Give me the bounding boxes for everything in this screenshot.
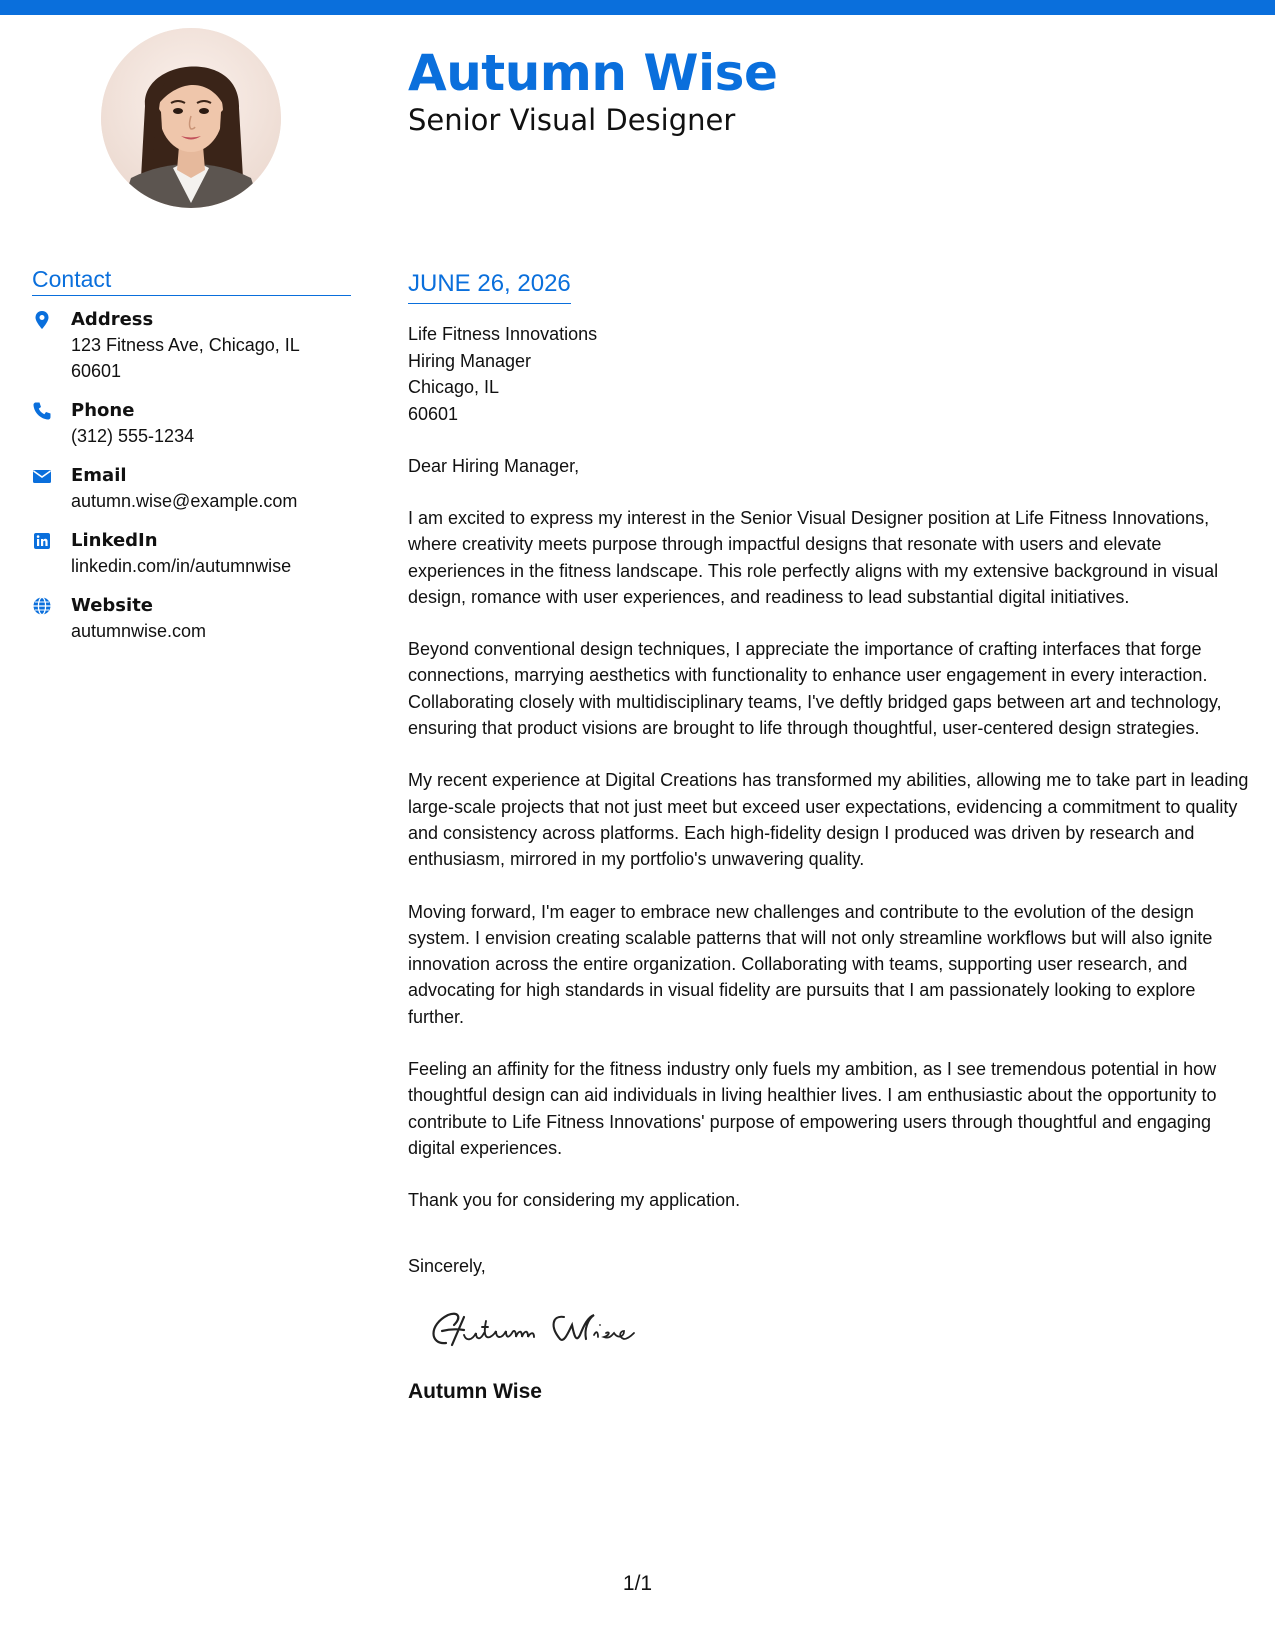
page-number: 1/1 xyxy=(622,1572,653,1595)
sign-off: Sincerely, xyxy=(408,1256,486,1277)
letter-date: JUNE 26, 2026 xyxy=(408,270,571,304)
contact-value: autumnwise.com xyxy=(71,621,207,641)
signed-name: Autumn Wise xyxy=(408,1380,542,1404)
handwritten-signature xyxy=(424,1305,1253,1353)
contact-item-address xyxy=(32,308,351,384)
contact-label: Phone xyxy=(71,400,135,421)
envelope-icon xyxy=(32,464,71,514)
globe-icon xyxy=(32,594,71,644)
letter-paragraph: I am excited to express my interest in the Senior Visual Designer position at Life Fitness Innovations, where creativity meets purpose through impactful designs that resonate with users and elevate experiences in the fitness landscape. This role perfectly aligns with my extensive background in visual design, romance with user experiences, and readiness to lead substantial digital initiatives. xyxy=(408,508,1219,607)
closing-line: Thank you for considering my application. xyxy=(408,1190,741,1211)
contact-list xyxy=(32,308,351,644)
contact-value: autumn.wise@example.com xyxy=(71,491,298,511)
linkedin-icon xyxy=(32,529,71,579)
letter-body xyxy=(408,270,1253,1405)
salutation: Dear Hiring Manager, xyxy=(408,456,580,476)
contact-item-website xyxy=(32,594,351,644)
contact-label: Website xyxy=(71,595,154,616)
contact-label: Email xyxy=(71,465,127,486)
contact-item-email xyxy=(32,464,351,514)
map-pin-icon xyxy=(32,308,71,384)
recipient-title: Hiring Manager xyxy=(408,350,532,371)
letter-paragraph: Feeling an affinity for the fitness industry only fuels my ambition, as I see tremendous potential in how thoughtful design can aid individuals in living healthier lives. I am enthusiastic about the opportunity to contribute to Life Fitness Innovations' purpose of empowering users through thoughtful and engaging digital experiences. xyxy=(408,1059,1217,1158)
profile-photo xyxy=(101,28,281,208)
letter-paragraph: Moving forward, I'm eager to embrace new challenges and contribute to the evolution of the design system. I envision creating scalable patterns that will not only streamline workflows but will also ignite innovation across the entire organization. Collaborating with teams, supporting user research, and advocating for high standards in visual fidelity are pursuits that I am passionately looking to explore further. xyxy=(408,901,1213,1027)
recipient-company: Life Fitness Innovations xyxy=(408,324,598,344)
letter-paragraph: Beyond conventional design techniques, I appreciate the importance of crafting interfaces that forge connections, marrying aesthetics with functionality to enhance user engagement in every interaction. Collaborating closely with multidisciplinary teams, I've deftly bridged gaps between art and technology, ensuring that product visions are brought to life through thoughtful, user-centered design strategies. xyxy=(408,639,1222,739)
recipient-zip: 60601 xyxy=(408,403,459,424)
top-accent-bar xyxy=(0,0,1275,15)
candidate-name: Autumn Wise xyxy=(408,44,778,102)
recipient-city: Chicago, IL xyxy=(408,377,500,397)
candidate-role: Senior Visual Designer xyxy=(408,103,736,137)
contact-value: 123 Fitness Ave, Chicago, IL 60601 xyxy=(71,335,300,381)
letter-paragraph: My recent experience at Digital Creations has transformed my abilities, allowing me to take part in leading large-scale projects that not just meet but exceed user expectations, evidencing a commitment to quality and consistency across platforms. Each high-fidelity design I produced was driven by research and enthusiasm, mirrored in my portfolio's unwavering quality. xyxy=(408,770,1249,870)
contact-item-phone xyxy=(32,399,351,449)
contact-label: Address xyxy=(71,309,154,330)
contact-value: (312) 555-1234 xyxy=(71,426,195,446)
recipient-block xyxy=(408,321,1253,427)
contact-label: LinkedIn xyxy=(71,530,158,551)
contact-sidebar xyxy=(32,266,351,659)
phone-icon xyxy=(32,399,71,449)
contact-item-linkedin xyxy=(32,529,351,579)
contact-heading: Contact xyxy=(32,266,351,296)
contact-value: linkedin.com/in/autumnwise xyxy=(71,556,292,576)
